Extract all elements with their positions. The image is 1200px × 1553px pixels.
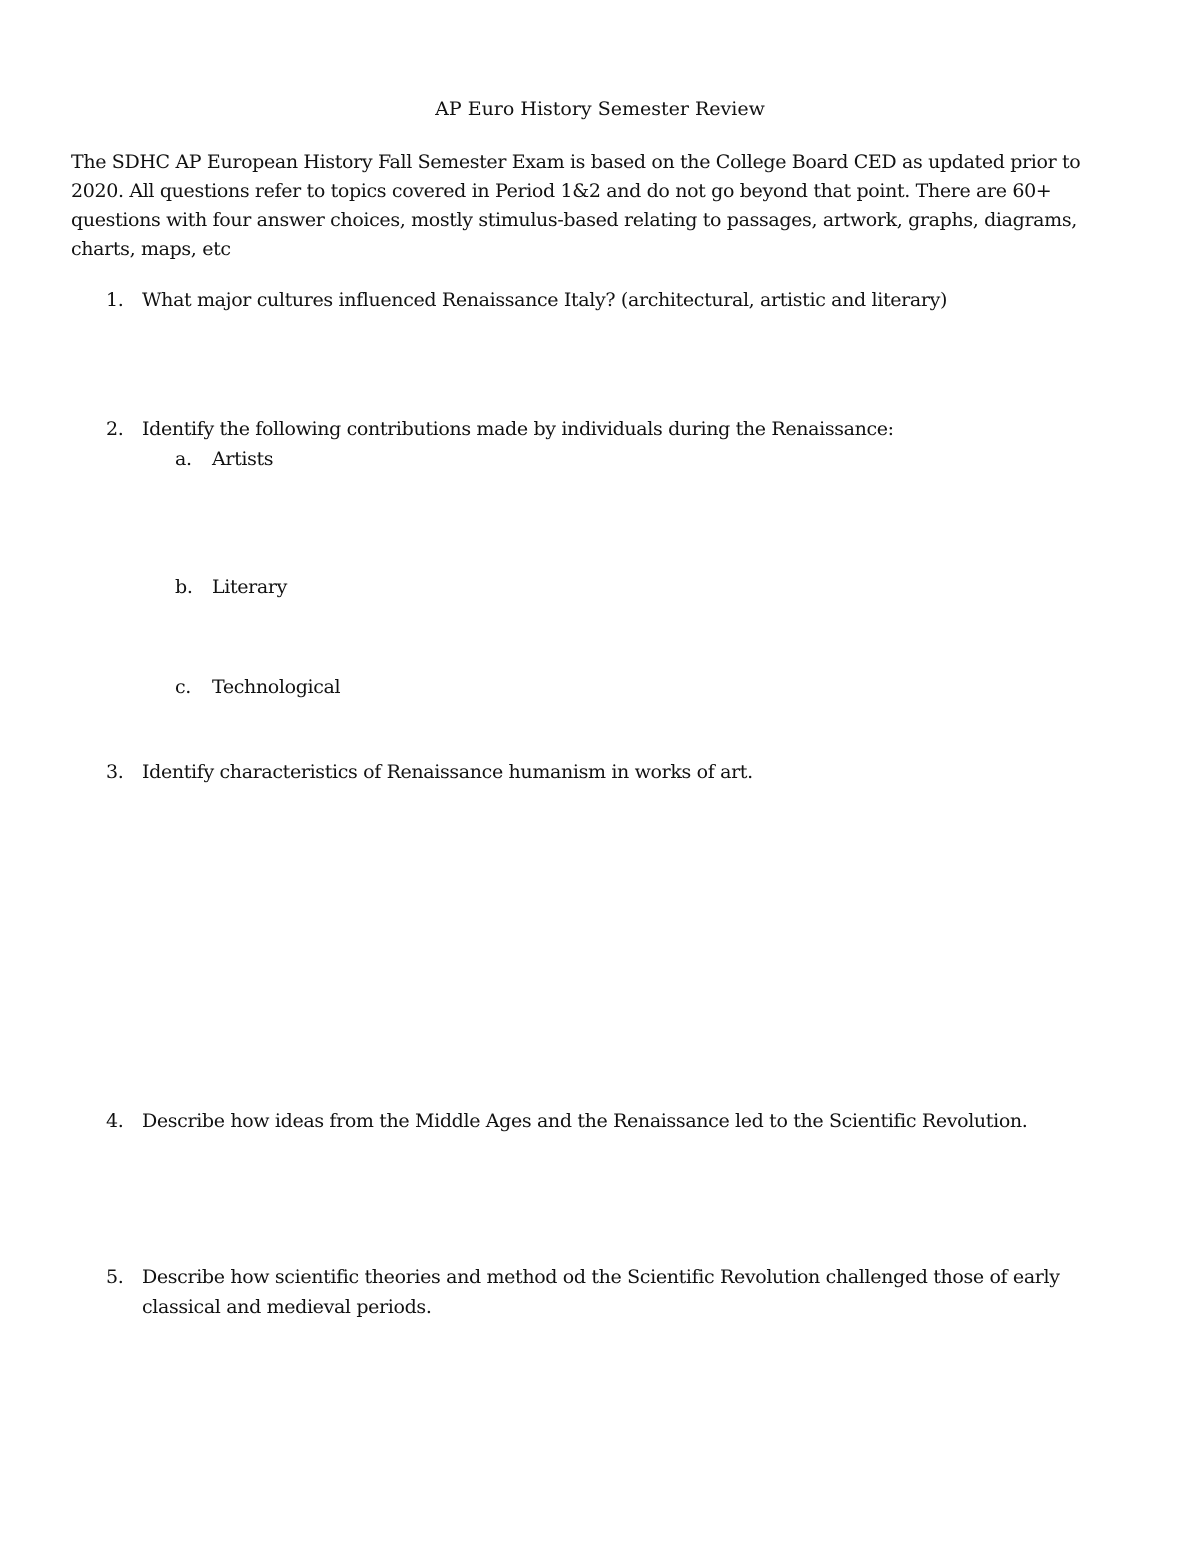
subitem-a bbox=[175, 444, 273, 474]
question-4 bbox=[106, 1106, 1136, 1136]
question-number: 2. bbox=[106, 418, 124, 440]
question-text: What major cultures influenced Renaissance Italy? (architectural, artistic and literary) bbox=[142, 289, 948, 311]
intro-paragraph: The SDHC AP European History Fall Semester Exam is based on the College Board CED as updated prior to 2020. All questions refer to topics covered in Period 1&2 and do not go beyond that point. There are 60+ questions with four answer choices, mostly stimulus-based relating to passages, artwork, graphs, diagrams, charts, maps, etc bbox=[71, 151, 1081, 260]
page-title: AP Euro History Semester Review bbox=[435, 98, 765, 120]
question-1 bbox=[106, 285, 1136, 315]
subitem-b bbox=[175, 572, 287, 602]
question-text: Identify characteristics of Renaissance humanism in works of art. bbox=[142, 761, 753, 783]
question-number: 4. bbox=[106, 1110, 124, 1132]
question-text: Describe how ideas from the Middle Ages and the Renaissance led to the Scientific Revolution. bbox=[142, 1110, 1028, 1132]
question-text: Describe how scientific theories and method od the Scientific Revolution challenged those of early classical and medieval periods. bbox=[142, 1266, 1060, 1318]
question-5 bbox=[106, 1262, 1136, 1322]
subitem-letter: c. bbox=[175, 676, 191, 698]
subitem-text: Technological bbox=[212, 676, 341, 698]
question-number: 5. bbox=[106, 1266, 124, 1288]
question-number: 3. bbox=[106, 761, 124, 783]
question-2 bbox=[106, 414, 1136, 444]
subitem-letter: a. bbox=[175, 448, 192, 470]
question-3 bbox=[106, 757, 1136, 787]
subitem-letter: b. bbox=[175, 576, 193, 598]
question-number: 1. bbox=[106, 289, 124, 311]
question-text: Identify the following contributions made by individuals during the Renaissance: bbox=[142, 418, 894, 440]
subitem-text: Literary bbox=[212, 576, 287, 598]
subitem-text: Artists bbox=[212, 448, 274, 470]
subitem-c bbox=[175, 672, 340, 702]
